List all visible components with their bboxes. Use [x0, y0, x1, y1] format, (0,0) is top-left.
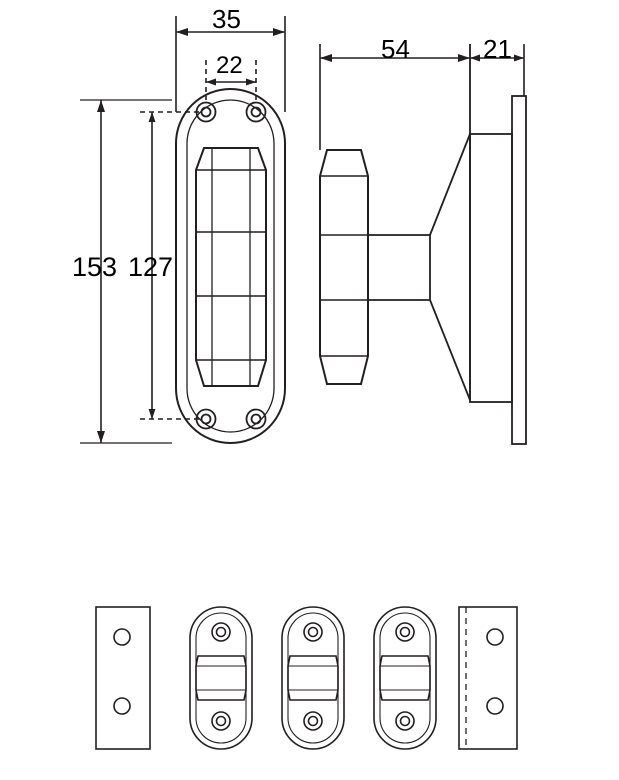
rose-flare-outline	[430, 134, 470, 400]
lower-plate-3-hole-top-inner	[309, 628, 318, 637]
lower-plate-3-inner	[288, 613, 338, 743]
lower-plate-3-body	[288, 656, 338, 700]
lower-plate-4-hole-top	[396, 623, 414, 641]
backplate-outline	[176, 89, 285, 443]
dimension-label-54: 54	[381, 34, 410, 64]
knob-side-outline	[320, 150, 368, 384]
dimension-label-153: 153	[72, 252, 118, 282]
lower-plate-1-hole-top	[114, 629, 130, 645]
arrow-35-right	[273, 28, 285, 36]
knob-front-outline	[196, 148, 266, 386]
screw-hole-bottom-right	[247, 410, 266, 429]
arrow-54-right	[458, 54, 470, 62]
lower-plate-4-hole-bottom	[396, 712, 414, 730]
dimension-label-21: 21	[483, 34, 512, 64]
arrow-127-bottom	[149, 409, 156, 419]
screw-hole-top-right	[247, 103, 266, 122]
lower-plate-2-hole-bottom	[212, 712, 230, 730]
arrow-127-top	[149, 112, 156, 122]
knob-neck-outline	[368, 235, 430, 300]
lower-plate-3-hole-bottom	[304, 712, 322, 730]
arrow-21-right	[514, 55, 524, 62]
dimension-label-35: 35	[212, 4, 241, 34]
screw-hole-top-left	[197, 103, 216, 122]
dimension-label-22: 22	[216, 52, 243, 79]
lower-plate-2-body	[196, 656, 246, 700]
mounting-plate	[512, 96, 526, 444]
side-elevation-group	[320, 96, 526, 444]
lower-plate-3-hole-bottom-inner	[309, 717, 318, 726]
lower-plate-2-inner	[196, 613, 246, 743]
backplate-inner-outline	[187, 100, 274, 432]
front-elevation-group	[176, 89, 285, 443]
rose-body	[470, 134, 512, 402]
lower-row-group	[96, 607, 517, 749]
dimension-label-127: 127	[128, 252, 174, 282]
arrow-21-left	[470, 55, 480, 62]
lower-plate-1-hole-bottom	[114, 698, 130, 714]
lower-plate-4-body	[380, 656, 430, 700]
lower-plate-2-hole-top	[212, 623, 230, 641]
arrow-22-left	[206, 79, 216, 86]
arrow-153-top	[97, 100, 105, 112]
screw-hole-top-left-inner	[202, 108, 211, 117]
lower-plate-4-hole-bottom-inner	[401, 717, 410, 726]
arrow-54-left	[320, 54, 332, 62]
lower-plate-5-outline	[459, 607, 517, 749]
screw-hole-bottom-right-inner	[252, 415, 261, 424]
arrow-22-right	[246, 79, 256, 86]
dimension-arrowheads-group	[97, 28, 524, 443]
arrow-35-left	[176, 28, 188, 36]
lower-plate-2-hole-top-inner	[217, 628, 226, 637]
lower-plate-4-inner	[380, 613, 430, 743]
lower-plate-3-hole-top	[304, 623, 322, 641]
arrow-153-bottom	[97, 431, 105, 443]
lower-plate-2-hole-bottom-inner	[217, 717, 226, 726]
lower-plate-5-hole-bottom	[487, 698, 503, 714]
screw-hole-bottom-left-inner	[202, 415, 211, 424]
lower-plate-4-hole-top-inner	[401, 628, 410, 637]
lower-plate-5-hole-top	[487, 629, 503, 645]
dimension-lines-group	[80, 16, 524, 443]
